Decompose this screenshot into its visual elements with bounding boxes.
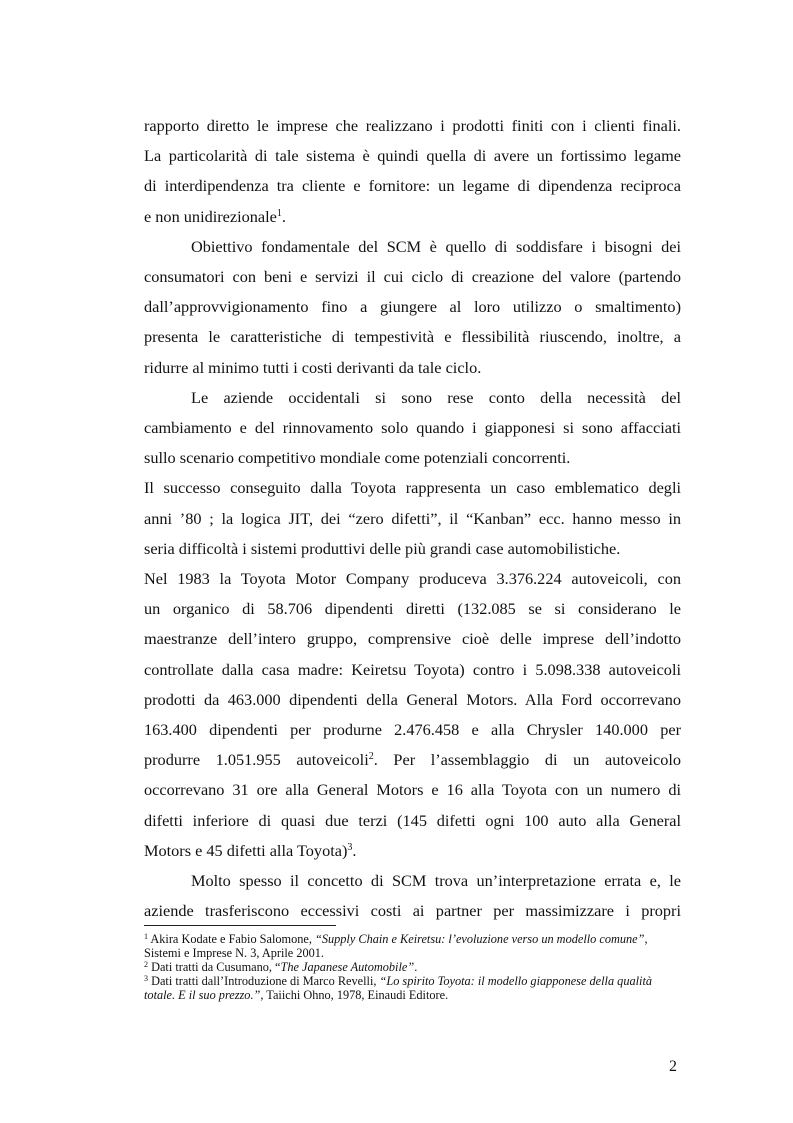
footnote-number: 1 bbox=[144, 932, 148, 941]
footnote-1 bbox=[144, 932, 681, 960]
page-number: 2 bbox=[669, 1058, 677, 1075]
paragraph-5-text-cont: . Per l’assemblaggio di un autoveicolo bbox=[373, 750, 682, 770]
paragraph-4-line: anni ’80 ; la logica JIT, dei “zero difetti”, il “Kanban” ecc. hanno messo in bbox=[144, 508, 681, 528]
footnote-number: 2 bbox=[144, 960, 148, 969]
footnote-text: . bbox=[414, 960, 418, 974]
footnote-text: , Sistemi e Imprese N. 3, Aprile 2001. bbox=[144, 932, 648, 960]
body-text bbox=[144, 111, 681, 926]
paragraph-6-line: Molto spesso il concetto di SCM trova un’interpretazione errata e, le bbox=[191, 871, 681, 891]
footnote-text: Dati tratti dall’Introduzione di Marco Revelli, bbox=[148, 974, 380, 988]
paragraph-3-line: Le aziende occidentali si sono rese conto della necessità del bbox=[191, 387, 681, 407]
paragraph-5-text-end: . bbox=[352, 840, 357, 860]
paragraph-6-line: aziende trasferiscono eccessivi costi ai partner per massimizzare i propri bbox=[144, 901, 681, 921]
paragraph-5-line: Nel 1983 la Toyota Motor Company produceva 3.376.224 autoveicoli, con bbox=[144, 569, 681, 589]
paragraph-4-last-line: seria difficoltà i sistemi produttivi delle più grandi case automobilistiche. bbox=[144, 538, 621, 558]
paragraph-2-line: dall’approvvigionamento fino a giungere al loro utilizzo o smaltimento) bbox=[144, 297, 681, 317]
footnote-title: “Lo spirito Toyota: il modello giapponese della qualità totale. E il suo prezzo.” bbox=[144, 974, 653, 1002]
paragraph-1-last-line bbox=[144, 202, 681, 232]
footnote-ref-2: 2 bbox=[368, 751, 374, 763]
paragraph-2-line: Obiettivo fondamentale del SCM è quello di soddisfare i bisogni dei bbox=[191, 236, 681, 256]
paragraph-1-line: di interdipendenza tra cliente e fornitore: un legame di dipendenza reciproca bbox=[144, 176, 681, 196]
paragraph-2-last-line: ridurre al minimo tutti i costi derivanti da tale ciclo. bbox=[144, 357, 482, 377]
paragraph-2-line: consumatori con beni e servizi il cui ciclo di creazione del valore (partendo bbox=[144, 267, 681, 287]
paragraph-1-text-end: . bbox=[281, 206, 286, 226]
paragraph-3-line: cambiamento e del rinnovamento solo quando i giapponesi si sono affacciati bbox=[144, 418, 681, 438]
paragraph-5-line: controllate dalla casa madre: Keiretsu Toyota) contro i 5.098.338 autoveicoli bbox=[144, 659, 681, 679]
footnote-text: Akira Kodate e Fabio Salomone, bbox=[148, 932, 315, 946]
footnote-text: , Taiichi Ohno, 1978, Einaudi Editore. bbox=[260, 988, 449, 1002]
paragraph-5-text: produrre 1.051.955 autoveicoli bbox=[144, 750, 369, 770]
paragraph-5-line: 163.400 dipendenti per produrne 2.476.458 e alla Chrysler 140.000 per bbox=[144, 720, 681, 740]
footnotes bbox=[144, 932, 681, 1002]
footnote-ref-1: 1 bbox=[276, 207, 282, 219]
paragraph-5-line bbox=[144, 745, 681, 775]
footnote-title: The Japanese Automobile” bbox=[280, 960, 415, 974]
paragraph-2-line: presenta le caratteristiche di tempestività e flessibilità riuscendo, inoltre, a bbox=[144, 327, 681, 347]
footnote-title: “Supply Chain e Keiretsu: l’evoluzione verso un modello comune” bbox=[315, 932, 645, 946]
paragraph-5-line: prodotti da 463.000 dipendenti della General Motors. Alla Ford occorrevano bbox=[144, 689, 681, 709]
footnote-2 bbox=[144, 960, 681, 974]
paragraph-5-line: difetti inferiore di quasi due terzi (145 difetti ogni 100 auto alla General bbox=[144, 810, 681, 830]
footnote-ref-3: 3 bbox=[347, 841, 353, 853]
footnote-text: Dati tratti da Cusumano, “ bbox=[148, 960, 281, 974]
paragraph-5-line: maestranze dell’intero gruppo, comprensive cioè delle imprese dell’indotto bbox=[144, 629, 681, 649]
paragraph-1-line: rapporto diretto le imprese che realizzano i prodotti finiti con i clienti finali. bbox=[144, 116, 681, 135]
paragraph-1-line: La particolarità di tale sistema è quindi quella di avere un fortissimo legame bbox=[144, 146, 681, 166]
paragraph-5-line: occorrevano 31 ore alla General Motors e 16 alla Toyota con un numero di bbox=[144, 780, 681, 800]
footnote-separator bbox=[144, 925, 336, 926]
paragraph-4-line: Il successo conseguito dalla Toyota rappresenta un caso emblematico degli bbox=[144, 478, 681, 498]
paragraph-5-line: un organico di 58.706 dipendenti diretti (132.085 se si considerano le bbox=[144, 599, 681, 619]
paragraph-5-text: Motors e 45 difetti alla Toyota) bbox=[144, 840, 348, 860]
footnote-3 bbox=[144, 974, 681, 1002]
paragraph-5-last-line bbox=[144, 836, 681, 866]
footnote-number: 3 bbox=[144, 974, 148, 983]
paragraph-3-last-line: sullo scenario competitivo mondiale come potenziali concorrenti. bbox=[144, 448, 571, 468]
paragraph-1-text: e non unidirezionale bbox=[144, 206, 277, 226]
